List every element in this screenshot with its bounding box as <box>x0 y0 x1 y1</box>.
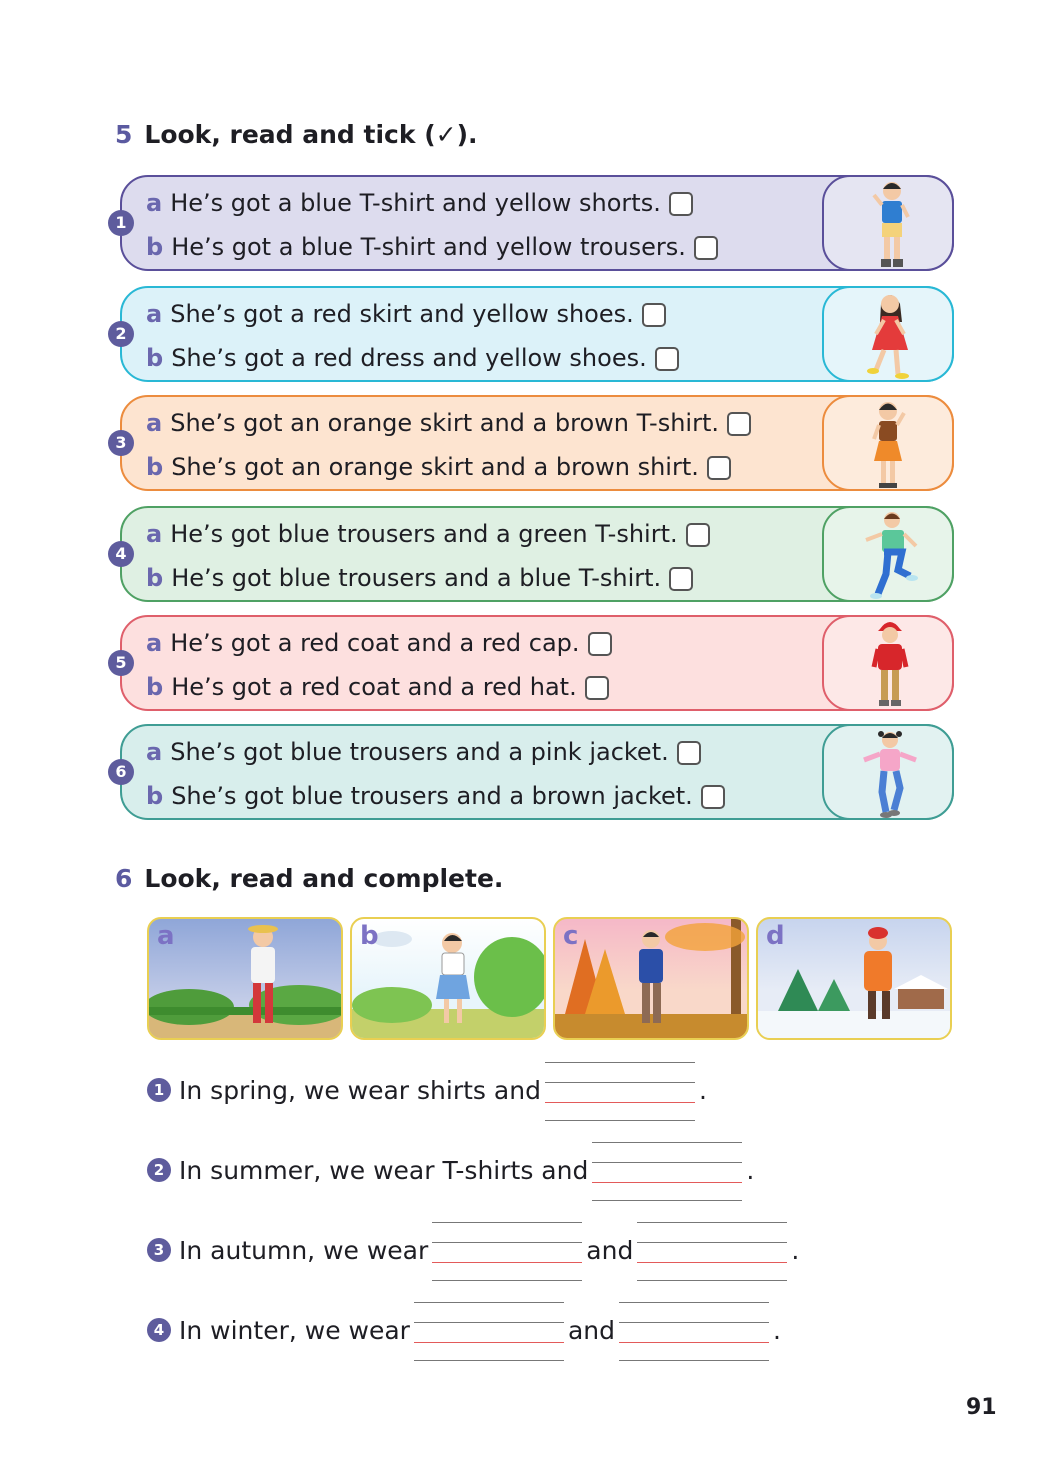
girl-illustration <box>822 286 954 382</box>
tick-box[interactable] <box>585 676 609 700</box>
tick-item-5 <box>115 615 954 711</box>
answer-blank[interactable] <box>432 1222 582 1282</box>
sentence-number: 3 <box>147 1238 171 1262</box>
sentence-number: 1 <box>147 1078 171 1102</box>
option-letter: a <box>146 409 163 437</box>
tick-item-6 <box>115 724 954 820</box>
sentence-number: 2 <box>147 1158 171 1182</box>
tick-box[interactable] <box>677 741 701 765</box>
tick-box[interactable] <box>727 412 751 436</box>
tick-box[interactable] <box>669 567 693 591</box>
option-b <box>146 673 609 701</box>
option-letter: b <box>146 453 164 481</box>
answer-blank[interactable] <box>637 1222 787 1282</box>
option-a <box>146 300 666 328</box>
sentence-text: In spring, we wear shirts and <box>179 1076 541 1105</box>
girl-illustration <box>822 724 954 820</box>
sentence-text: In summer, we wear T-shirts and <box>179 1156 589 1185</box>
scene-b-summer <box>350 917 546 1040</box>
exercise-number: 5 <box>115 120 133 149</box>
tick-item-2 <box>115 286 954 382</box>
girl-illustration <box>822 395 954 491</box>
option-letter: a <box>146 520 163 548</box>
scene-a-spring <box>147 917 343 1040</box>
sentence-end: . <box>746 1156 755 1185</box>
option-letter: b <box>146 673 164 701</box>
option-text: She’s got blue trousers and a pink jacket. <box>170 738 669 766</box>
option-b <box>146 782 725 810</box>
option-a <box>146 520 710 548</box>
boy-illustration <box>822 615 954 711</box>
option-text: He’s got a red coat and a red cap. <box>170 629 580 657</box>
sentence-end: . <box>698 1076 707 1105</box>
scene-label: c <box>563 921 579 951</box>
sentence-text: In autumn, we wear <box>179 1236 429 1265</box>
tick-box[interactable] <box>686 523 710 547</box>
option-text: She’s got blue trousers and a brown jacket. <box>171 782 693 810</box>
answer-blank[interactable] <box>619 1302 769 1362</box>
item-number-badge: 1 <box>108 210 134 236</box>
sentence-2 <box>147 1142 754 1202</box>
item-number-badge: 2 <box>108 321 134 347</box>
answer-blank[interactable] <box>545 1062 695 1122</box>
option-text: She’s got an orange skirt and a brown shirt. <box>171 453 699 481</box>
option-a <box>146 409 751 437</box>
option-text: He’s got blue trousers and a green T-shirt. <box>170 520 678 548</box>
boy-illustration <box>822 506 954 602</box>
tick-item-4 <box>115 506 954 602</box>
tick-box[interactable] <box>588 632 612 656</box>
boy-illustration <box>822 175 954 271</box>
sentence-1 <box>147 1062 707 1122</box>
tick-item-3 <box>115 395 954 491</box>
answer-blank[interactable] <box>592 1142 742 1202</box>
tick-item-1 <box>115 175 954 271</box>
tick-box[interactable] <box>669 192 693 216</box>
sentence-number: 4 <box>147 1318 171 1342</box>
option-text: He’s got blue trousers and a blue T-shirt. <box>171 564 662 592</box>
option-text: She’s got a red dress and yellow shoes. <box>171 344 647 372</box>
option-b <box>146 564 693 592</box>
option-text: She’s got an orange skirt and a brown T-shirt. <box>170 409 720 437</box>
option-letter: b <box>146 233 164 261</box>
exercise-instruction: Look, read and complete. <box>144 864 504 893</box>
item-number-badge: 4 <box>108 541 134 567</box>
option-a <box>146 189 693 217</box>
option-letter: a <box>146 300 163 328</box>
sentence-4 <box>147 1302 781 1362</box>
exercise-instruction: Look, read and tick (✓). <box>144 120 478 149</box>
option-b <box>146 453 731 481</box>
option-text: He’s got a blue T-shirt and yellow trousers. <box>171 233 686 261</box>
option-letter: a <box>146 738 163 766</box>
option-b <box>146 233 718 261</box>
scene-label: d <box>766 921 785 951</box>
option-b <box>146 344 679 372</box>
option-a <box>146 629 612 657</box>
option-letter: b <box>146 344 164 372</box>
sentence-end: . <box>791 1236 800 1265</box>
sentence-end: . <box>773 1316 781 1345</box>
option-letter: a <box>146 189 163 217</box>
item-number-badge: 3 <box>108 430 134 456</box>
scene-label: a <box>157 921 175 951</box>
option-letter: b <box>146 564 164 592</box>
tick-box[interactable] <box>694 236 718 260</box>
sentence-3 <box>147 1222 799 1282</box>
item-number-badge: 5 <box>108 650 134 676</box>
answer-blank[interactable] <box>414 1302 564 1362</box>
item-number-badge: 6 <box>108 759 134 785</box>
exercise-5-title <box>115 120 478 149</box>
option-text: He’s got a blue T-shirt and yellow shorts. <box>170 189 661 217</box>
sentence-text: In winter, we wear <box>179 1316 410 1345</box>
exercise-6-title <box>115 864 503 893</box>
page-number: 91 <box>966 1395 997 1420</box>
tick-box[interactable] <box>701 785 725 809</box>
option-letter: b <box>146 782 164 810</box>
conjunction: and <box>567 1316 616 1345</box>
conjunction: and <box>586 1236 634 1265</box>
tick-box[interactable] <box>642 303 666 327</box>
tick-box[interactable] <box>655 347 679 371</box>
option-text: She’s got a red skirt and yellow shoes. <box>170 300 634 328</box>
scene-c-autumn <box>553 917 749 1040</box>
option-a <box>146 738 701 766</box>
tick-box[interactable] <box>707 456 731 480</box>
exercise-number: 6 <box>115 864 133 893</box>
option-letter: a <box>146 629 163 657</box>
scene-label: b <box>360 921 379 951</box>
option-text: He’s got a red coat and a red hat. <box>171 673 577 701</box>
scene-d-winter <box>756 917 952 1040</box>
